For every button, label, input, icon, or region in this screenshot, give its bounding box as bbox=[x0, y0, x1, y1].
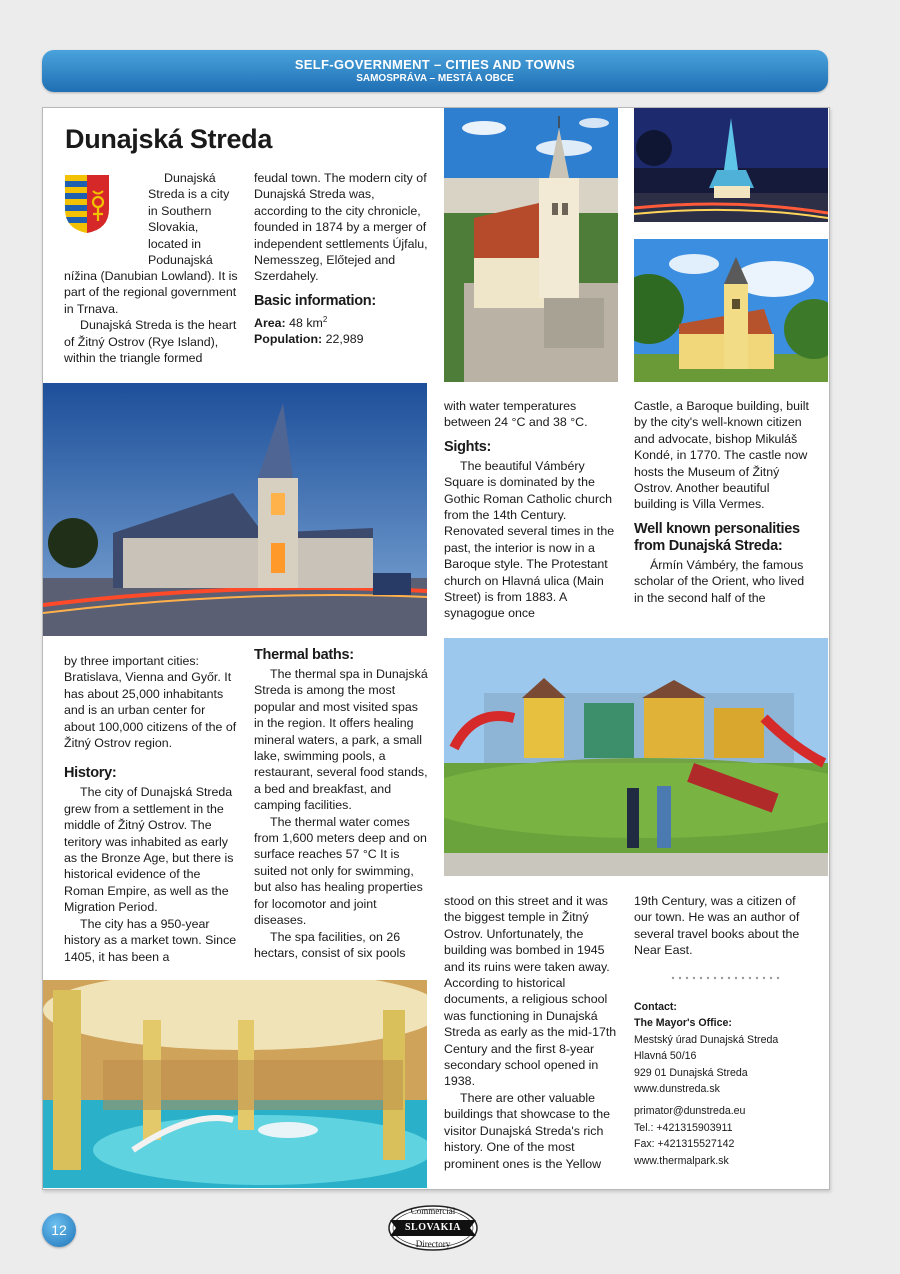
website-link[interactable]: www.dunstreda.sk bbox=[634, 1083, 720, 1096]
area-row bbox=[254, 312, 429, 332]
thermal-baths-heading: Thermal baths: bbox=[254, 647, 354, 663]
intro-text-col1 bbox=[64, 268, 239, 366]
article-page bbox=[42, 107, 830, 1190]
section-subtitle: SAMOSPRÁVA – MESTÁ A OBCE bbox=[356, 73, 514, 84]
dotted-divider bbox=[671, 976, 781, 980]
synagogue-paragraph: stood on this street and it was the biggest temple in Žitný Ostrov. Unfortunately, the building was bombed in 1945 and its ruins were taken away. According to historical documents, a religious school was functioning in Dunajská Streda as early as the mid-17th Century and the first 8-year secondary school opened in 1938. bbox=[444, 894, 617, 1089]
history-paragraph: The city of Dunajská Streda grew from a settlement in the middle of Žitný Ostrov. The teritory was inhabited as early as the Bronze Age, but there is historical evidence of the Roman Empire, as well as the Migration Period. bbox=[64, 785, 234, 915]
page-title: Dunajská Streda bbox=[65, 124, 273, 154]
population-row bbox=[254, 331, 429, 347]
contact-line: 929 01 Dunajská Streda bbox=[634, 1066, 748, 1079]
intro-line: Podunajská bbox=[148, 253, 213, 268]
area-sup: 2 bbox=[322, 314, 328, 324]
market-town-paragraph: The city has a 950-year history as a market town. Since 1405, it has been a bbox=[64, 916, 237, 964]
personalities-heading: Well known personalities from Dunajská Streda: bbox=[634, 520, 800, 554]
col2-mid-text bbox=[254, 647, 429, 961]
area-value: 48 km bbox=[289, 315, 323, 330]
modern-church-night-photo bbox=[634, 108, 828, 222]
area-label: Area: bbox=[254, 315, 286, 330]
history-heading: History: bbox=[64, 765, 117, 782]
col4-bottom-text bbox=[634, 893, 812, 959]
contact-block bbox=[634, 999, 812, 1169]
sights-paragraph: The beautiful Vámbéry Square is dominated by the Gothic Roman Catholic church from the 14th Century. Renovated several times in the past, the interior is now in a Baroque style. The Protestant church on Hlavná ulica (Main Street) is from 1883. A synagogue once bbox=[444, 458, 615, 621]
col3-mid-text bbox=[444, 398, 619, 622]
intro-paragraph-rest: nížina (Danubian Lowland). It is part of the regional government in Trnava. bbox=[64, 269, 238, 316]
intro-line: in Southern bbox=[148, 203, 212, 218]
basic-info-heading: Basic information: bbox=[254, 292, 376, 309]
cities-paragraph: by three important cities: Bratislava, Vienna and Győr. It has about 25,000 inhabitants and is an urban center for about 100,000 citizens of the of Žitný Ostrov region. bbox=[64, 654, 237, 751]
population-value: 22,989 bbox=[325, 332, 364, 347]
intro-wrap-text bbox=[148, 170, 258, 268]
thermal-paragraph-2: The thermal water comes from 1,600 meters deep and on surface reaches 57 °C It is suited not only for swimming, but also has healing properties for locomotor and joint diseases. bbox=[254, 814, 427, 928]
church-tower-photo bbox=[444, 108, 618, 382]
intro-line: Slovakia, bbox=[148, 220, 199, 235]
col1-mid-text bbox=[64, 653, 239, 965]
col3-bottom-text bbox=[444, 893, 619, 1172]
section-title: SELF-GOVERNMENT – CITIES AND TOWNS bbox=[294, 57, 576, 72]
intro-line: located in bbox=[148, 236, 202, 251]
intro-paragraph-2: Dunajská Streda is the heart of Žitný Ostrov (Rye Island), within the triangle formed bbox=[64, 318, 237, 366]
col2-top-text bbox=[254, 170, 429, 348]
yellow-church-photo bbox=[634, 239, 828, 382]
page-number: 12 bbox=[42, 1213, 76, 1247]
feudal-town-paragraph: feudal town. The modern city of Dunajská Streda was, according to the city chronicle, founded in 1874 by a merger of independent settlements Újfalu, Nemesszeg, Előtejed and Szerdahely. bbox=[254, 171, 428, 284]
water-temps-paragraph: with water temperatures between 24 °C and 38 °C. bbox=[444, 399, 588, 430]
coat-of-arms-icon bbox=[65, 175, 109, 233]
logo-top-text: Commercial bbox=[410, 1206, 456, 1216]
section-header-banner bbox=[42, 50, 828, 92]
thermal-pool-photo bbox=[43, 980, 427, 1188]
contact-line: Hlavná 50/16 bbox=[634, 1050, 697, 1063]
playground-photo bbox=[444, 638, 828, 876]
cultural-house-dusk-photo bbox=[43, 383, 427, 636]
intro-line: Streda is a city bbox=[148, 187, 230, 202]
mayors-office-label: The Mayor's Office: bbox=[634, 1017, 732, 1030]
commercial-slovakia-logo bbox=[386, 1204, 480, 1252]
col4-mid-text bbox=[634, 398, 812, 606]
telephone: Tel.: +421315903911 bbox=[634, 1121, 733, 1134]
valuable-buildings-paragraph: There are other valuable buildings that showcase to the visitor Dunajská Streda's rich history. One of the most prominent ones is the Yellow bbox=[444, 1090, 611, 1171]
logo-bottom-text: Directory bbox=[415, 1239, 451, 1249]
thermal-paragraph-1: The thermal spa in Dunajská Streda is among the most popular and most visited spas in the region. It offers healing mineral waters, a park, a small lake, swimming pools, a restaurant, several food stands, a bed and breakfast, and camping facilities. bbox=[254, 667, 428, 813]
logo-middle-text: SLOVAKIA bbox=[404, 1222, 462, 1233]
intro-line: Dunajská bbox=[164, 171, 216, 185]
vambery-paragraph: Ármín Vámbéry, the famous scholar of the Orient, who lived in the second half of the bbox=[634, 557, 805, 605]
fax: Fax: +421315527142 bbox=[634, 1138, 735, 1151]
vambery-continued-paragraph: 19th Century, was a citizen of our town. He was an author of several travel books about the Near East. bbox=[634, 894, 800, 958]
contact-heading: Contact: bbox=[634, 1001, 677, 1013]
castle-paragraph: Castle, a Baroque building, built by the city's well-known citizen and advocate, bishop Mikuláš Kondé, in 1770. The castle now hosts the Museum of Žitný Ostrov. Another beautiful building is Villa Vermes. bbox=[634, 399, 809, 512]
contact-line: Mestský úrad Dunajská Streda bbox=[634, 1033, 779, 1046]
thermal-paragraph-3: The spa facilities, on 26 hectars, consist of six pools bbox=[254, 929, 406, 960]
thermalpark-link[interactable]: www.thermalpark.sk bbox=[634, 1154, 729, 1167]
population-label: Population: bbox=[254, 332, 323, 347]
email-link[interactable]: primator@dunstreda.eu bbox=[634, 1105, 746, 1118]
sights-heading: Sights: bbox=[444, 438, 492, 455]
